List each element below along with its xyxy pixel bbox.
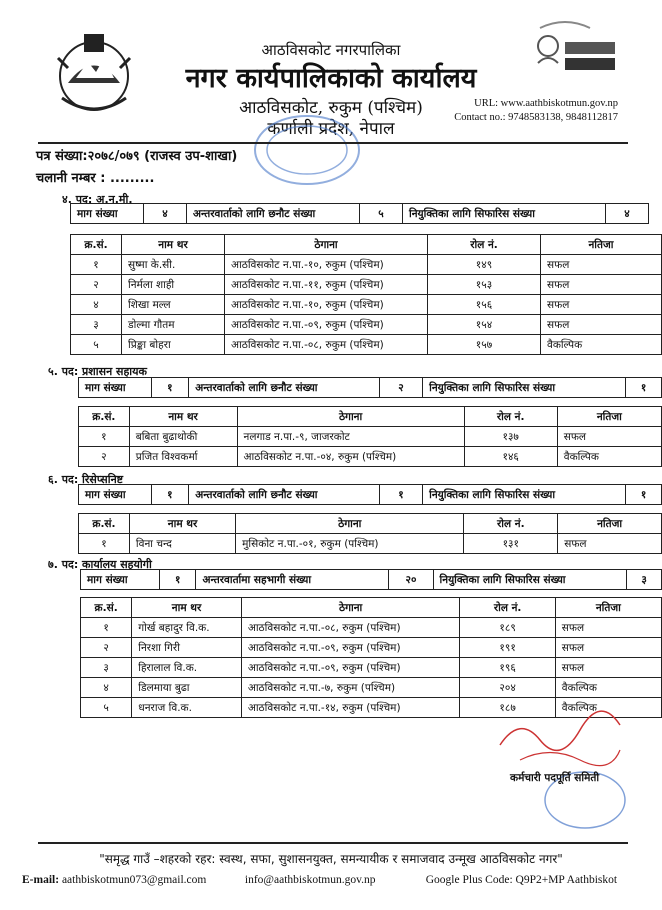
table-cell: बबिता बुढाथोकी (129, 427, 237, 447)
footer-divider (38, 842, 628, 844)
column-header: ठेगाना (236, 514, 464, 534)
table-cell: सफल (557, 427, 661, 447)
table-row (71, 315, 662, 335)
table-cell: प्रजित विश्वकर्मा (129, 447, 237, 467)
table-cell: १९६ (460, 658, 555, 678)
table-cell: सफल (541, 315, 662, 335)
motto: "समृद्ध गाउँ –शहरको रहर: स्वस्थ, सफा, सुशासनयुक्त, समन्यायीक र समाजवाद उन्मूख आठविसकोट नगर" (99, 852, 563, 866)
table-cell: धनराज वि.क. (132, 698, 242, 718)
header-contact (450, 97, 618, 125)
table-cell: १ (71, 255, 122, 275)
table-cell: १ (81, 618, 132, 638)
column-header: रोल नं. (460, 598, 555, 618)
column-header: क्र.सं. (81, 598, 132, 618)
table-cell: ५ (71, 335, 122, 355)
office-title: नगर कार्यपालिकाको कार्यालय (185, 63, 477, 94)
table-cell: २ (79, 447, 130, 467)
summary-demand: १ (151, 485, 189, 505)
table-cell: १ (79, 427, 130, 447)
table-cell: मुसिकोट न.पा.-०१, रुकुम (पश्चिम) (236, 534, 464, 554)
reference-number: पत्र संख्या:२०७८/०७९ (राजस्व उप-शाखा) (36, 149, 238, 164)
table-cell: वैकल्पिक (541, 335, 662, 355)
table-cell: ३ (81, 658, 132, 678)
table-row (79, 447, 662, 467)
table-cell: वैकल्पिक (555, 678, 661, 698)
email-label: E-mail: (22, 874, 60, 886)
table-row (71, 335, 662, 355)
table-header-row (71, 235, 662, 255)
footer-contact (22, 874, 642, 886)
summary-demand-label: माग संख्या (81, 570, 160, 590)
column-header: नतिजा (558, 514, 662, 534)
summary-demand-label: माग संख्या (71, 204, 144, 224)
summary-recommend-label: नियुक्तिका लागि सिफारिस संख्या (423, 485, 626, 505)
summary-table (80, 569, 662, 590)
column-header: नतिजा (541, 235, 662, 255)
table-cell: वैकल्पिक (557, 447, 661, 467)
table-cell: आठविसकोट न.पा.-१४, रुकुम (पश्चिम) (241, 698, 460, 718)
table-cell: आठविसकोट न.पा.-०९, रुकुम (पश्चिम) (225, 315, 428, 335)
column-header: रोल नं. (428, 235, 541, 255)
table-cell: १३१ (464, 534, 558, 554)
table-cell: सफल (555, 618, 661, 638)
table-cell: ४ (71, 295, 122, 315)
table-cell: १४९ (428, 255, 541, 275)
table-cell: निरशा गिरी (132, 638, 242, 658)
column-header: नाम थर (132, 598, 242, 618)
result-table (78, 513, 662, 554)
column-header: रोल नं. (464, 407, 557, 427)
table-cell: १८९ (460, 618, 555, 638)
column-header: ठेगाना (225, 235, 428, 255)
table-cell: सफल (541, 295, 662, 315)
column-header: रोल नं. (464, 514, 558, 534)
summary-interview-label: अन्तरवार्ताको लागि छनौट संख्या (187, 204, 360, 224)
summary-recommend: १ (626, 378, 662, 398)
column-header: नाम थर (129, 514, 235, 534)
summary-interview-label: अन्तरवार्तामा सहभागी संख्या (196, 570, 389, 590)
table-cell: १५३ (428, 275, 541, 295)
table-cell: आठविसकोट न.पा.-११, रुकुम (पश्चिम) (225, 275, 428, 295)
office-stamp (250, 110, 365, 190)
summary-interview: ५ (360, 204, 403, 224)
summary-demand-label: माग संख्या (79, 485, 152, 505)
table-cell: वैकल्पिक (555, 698, 661, 718)
table-header-row (79, 514, 662, 534)
table-cell: १५६ (428, 295, 541, 315)
table-row (81, 658, 662, 678)
table-cell: २ (81, 638, 132, 658)
summary-interview: २ (379, 378, 422, 398)
summary-recommend: ३ (627, 570, 662, 590)
table-cell: १८७ (460, 698, 555, 718)
table-cell: सफल (555, 638, 661, 658)
table-cell: गोर्ख बहादुर वि.क. (132, 618, 242, 638)
summary-demand: १ (151, 378, 189, 398)
summary-interview: १ (379, 485, 422, 505)
table-row (71, 275, 662, 295)
summary-demand: ४ (144, 204, 187, 224)
table-row (81, 618, 662, 638)
summary-interview-label: अन्तरवार्ताको लागि छनौट संख्या (189, 485, 380, 505)
summary-interview-label: अन्तरवार्ताको लागि छनौट संख्या (189, 378, 380, 398)
municipality-name: आठविसकोट नगरपालिका (261, 41, 401, 59)
table-cell: प्रिङ्का बोहरा (122, 335, 225, 355)
summary-recommend-label: नियुक्तिका लागि सिफारिस संख्या (403, 204, 606, 224)
column-header: नाम थर (122, 235, 225, 255)
summary-table (70, 203, 649, 224)
summary-interview: २० (389, 570, 433, 590)
table-cell: डोल्मा गौतम (122, 315, 225, 335)
office-province: कर्णाली प्रदेश, नेपाल (267, 119, 395, 139)
table-cell: २ (71, 275, 122, 295)
table-cell: हिरालाल वि.क. (132, 658, 242, 678)
result-table (78, 406, 662, 467)
signature-block (490, 705, 630, 835)
table-cell: आठविसकोट न.पा.-०८, रुकुम (पश्चिम) (241, 618, 460, 638)
table-row (79, 534, 662, 554)
table-cell: सुष्मा के.सी. (122, 255, 225, 275)
column-header: क्र.सं. (71, 235, 122, 255)
summary-demand-label: माग संख्या (79, 378, 152, 398)
column-header: नतिजा (555, 598, 661, 618)
summary-demand: १ (159, 570, 196, 590)
column-header: क्र.सं. (79, 514, 130, 534)
table-cell: डिलमाया बुढा (132, 678, 242, 698)
table-row (81, 638, 662, 658)
table-cell: आठविसकोट न.पा.-७, रुकुम (पश्चिम) (241, 678, 460, 698)
table-cell: शिखा मल्ल (122, 295, 225, 315)
summary-recommend: १ (626, 485, 662, 505)
table-row (71, 255, 662, 275)
table-row (79, 427, 662, 447)
table-cell: १९१ (460, 638, 555, 658)
table-cell: १५७ (428, 335, 541, 355)
dispatch-number: चलानी नम्बर : ......... (36, 171, 155, 186)
summary-table (78, 377, 662, 398)
table-cell: नलगाड न.पा.-९, जाजरकोट (237, 427, 464, 447)
table-cell: आठविसकोट न.पा.-०९, रुकुम (पश्चिम) (241, 638, 460, 658)
office-location: आठविसकोट, रुकुम (पश्चिम) (239, 98, 423, 118)
post-title: ४. पद: अ.न.मी. (62, 193, 133, 206)
table-cell: १३७ (464, 427, 557, 447)
committee-name: कर्मचारी पदपूर्ति समिती (510, 772, 600, 784)
column-header: ठेगाना (237, 407, 464, 427)
info-email: info@aathbiskotmun.gov.np (244, 874, 376, 886)
header-phone: Contact no.: 9748583138, 9848112817 (454, 112, 618, 123)
table-cell: सफल (555, 658, 661, 678)
table-row (71, 295, 662, 315)
result-table (80, 597, 662, 718)
summary-recommend-label: नियुक्तिका लागि सिफारिस संख्या (433, 570, 627, 590)
table-cell: आठविसकोट न.पा.-०४, रुकुम (पश्चिम) (237, 447, 464, 467)
plus-code: Google Plus Code: Q9P2+MP Aathbiskot (425, 874, 618, 886)
post-title: ७. पद: कार्यालय सहयोगी (48, 558, 152, 571)
table-cell: ३ (71, 315, 122, 335)
table-cell: आठविसकोट न.पा.-१०, रुकुम (पश्चिम) (225, 295, 428, 315)
table-cell: आठविसकोट न.पा.-०९, रुकुम (पश्चिम) (241, 658, 460, 678)
summary-recommend-label: नियुक्तिका लागि सिफारिस संख्या (423, 378, 626, 398)
table-cell: आठविसकोट न.पा.-०८, रुकुम (पश्चिम) (225, 335, 428, 355)
table-cell: १ (79, 534, 130, 554)
table-cell: सफल (558, 534, 662, 554)
result-table (70, 234, 662, 355)
column-header: नतिजा (557, 407, 661, 427)
table-header-row (79, 407, 662, 427)
table-row (81, 678, 662, 698)
table-cell: १४६ (464, 447, 557, 467)
column-header: ठेगाना (241, 598, 460, 618)
summary-recommend: ४ (606, 204, 649, 224)
post-title: ६. पद: रिसेप्सनिष्ट (48, 473, 124, 486)
table-header-row (81, 598, 662, 618)
summary-table (78, 484, 662, 505)
header-url: URL: www.aathbiskotmun.gov.np (474, 98, 618, 109)
column-header: क्र.सं. (79, 407, 130, 427)
email-address: aathbiskotmun073@gmail.com (61, 874, 207, 886)
table-cell: सफल (541, 255, 662, 275)
table-cell: १५४ (428, 315, 541, 335)
column-header: नाम थर (129, 407, 237, 427)
table-cell: ५ (81, 698, 132, 718)
table-cell: आठविसकोट न.पा.-१०, रुकुम (पश्चिम) (225, 255, 428, 275)
table-cell: २०४ (460, 678, 555, 698)
table-cell: निर्मला शाही (122, 275, 225, 295)
table-cell: विना चन्द (129, 534, 235, 554)
table-cell: ४ (81, 678, 132, 698)
table-cell: सफल (541, 275, 662, 295)
post-title: ५. पद: प्रशासन सहायक (48, 365, 147, 378)
header-divider (38, 142, 628, 144)
